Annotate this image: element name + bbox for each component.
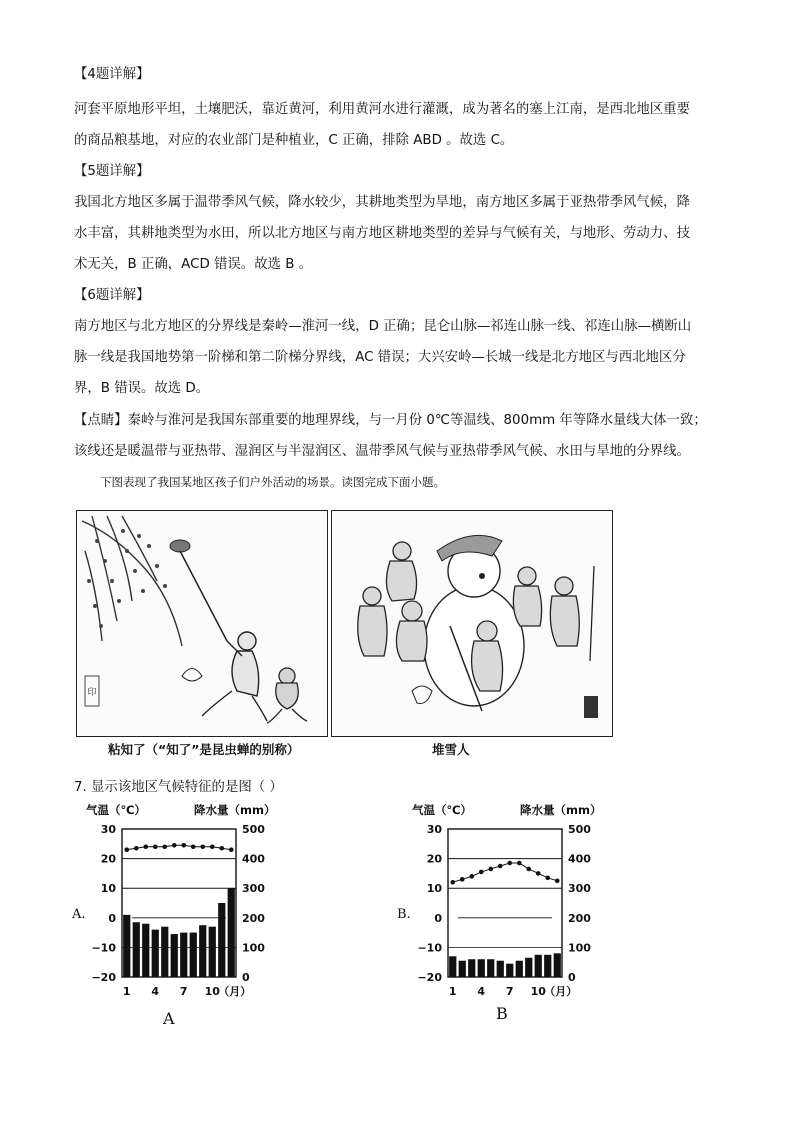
chart-b-precip-bar xyxy=(468,959,475,977)
chart-a-temp-point xyxy=(172,843,177,848)
chart-a-precip-tick-label: 400 xyxy=(242,852,265,866)
section5-line1: 我国北方地区多属于温带季风气候，降水较少，其耕地类型为旱地，南方地区多属于亚热带季风气候，降 xyxy=(74,195,690,210)
chart-b-temp-tick-label: 20 xyxy=(426,852,442,866)
section4-line2: 的商品粮基地，对应的农业部门是种植业，C 正确，排除 ABD 。故选 C。 xyxy=(74,133,514,148)
chart-b-temp-axis-title: 气温（℃） xyxy=(412,803,472,817)
chart-a-precip-bar xyxy=(152,930,159,977)
section6-line1: 南方地区与北方地区的分界线是秦岭—淮河一线，D 正确；昆仑山脉—祁连山脉一线、祁连山脉—横断山 xyxy=(74,319,692,334)
chart-a-month-tick-label: 10 xyxy=(204,985,220,998)
chart-a-precip-bar xyxy=(142,924,149,977)
chart-b-temp-point xyxy=(526,867,531,872)
climate-chart-b xyxy=(410,800,610,1005)
chart-a-temp-point xyxy=(153,844,158,849)
chart-a-temp-tick-label: 0 xyxy=(108,911,116,925)
tip-line2: 该线还是暖温带与亚热带、湿润区与半湿润区、温带季风气候与亚热带季风气候、水田与旱地的分界线。 xyxy=(74,444,690,459)
chart-a-temp-point xyxy=(219,846,224,851)
question-7: 7. 显示该地区气候特征的是图（ ） xyxy=(74,780,283,795)
option-b-label[interactable]: B. xyxy=(397,907,411,922)
chart-b-precip-bar xyxy=(506,964,513,977)
chart-a-precip-tick-label: 500 xyxy=(242,823,265,836)
chart-a-temp-point xyxy=(191,844,196,849)
chart-b-month-tick-label: 10 xyxy=(530,985,546,998)
intro-text: 下图表现了我国某地区孩子们户外活动的场景。读图完成下面小题。 xyxy=(100,475,445,489)
chart-b-precip-bar xyxy=(525,958,532,977)
chart-a-temp-point xyxy=(124,847,129,852)
chart-a-month-tick-label: 1 xyxy=(122,985,131,998)
chart-a-precip-axis-title: 降水量（mm） xyxy=(194,803,276,817)
tip-line1 xyxy=(74,413,724,429)
chart-b-temp-tick-label: 30 xyxy=(426,823,442,836)
chart-b-precip-bar xyxy=(487,959,494,977)
section4-line1: 河套平原地形平坦，土壤肥沃，靠近黄河，利用黄河水进行灌溉，成为著名的塞上江南，是西北地区重要 xyxy=(74,102,690,117)
caption-snowman: 堆雪人 xyxy=(432,742,470,757)
chart-b-temp-point xyxy=(555,879,560,884)
tip-label: 【点睛】 xyxy=(74,413,128,428)
chart-a-precip-tick-label: 100 xyxy=(242,941,265,955)
svg-text:印: 印 xyxy=(87,688,97,698)
section6-header: 【6题详解】 xyxy=(74,288,150,303)
tip-text1: 秦岭与淮河是我国东部重要的地理界线，与一月份 0℃等温线、800mm 年等降水量线大体一致； xyxy=(127,413,707,428)
chart-b-precip-tick-label: 300 xyxy=(568,882,591,896)
section6-line2: 脉一线是我国地势第一阶梯和第二阶梯分界线，AC 错误；大兴安岭—长城一线是北方地区与西北地区分 xyxy=(74,350,686,365)
chart-a-precip-bar xyxy=(199,925,206,977)
image-catching-cicadas xyxy=(76,510,328,737)
chart-a-precip-tick-label: 200 xyxy=(242,911,265,925)
option-a-label[interactable]: A. xyxy=(72,907,86,922)
chart-a-month-tick-label: 7 xyxy=(179,985,188,998)
section5-line3: 术无关，B 正确，ACD 错误。故选 B 。 xyxy=(74,257,313,272)
chart-a-temp-point xyxy=(200,844,205,849)
chart-a-precip-bar xyxy=(133,922,140,977)
chart-a-month-tick-label: 4 xyxy=(151,985,160,998)
chart-a-month-unit: （月） xyxy=(218,985,252,998)
chart-a-temp-axis-title: 气温（℃） xyxy=(86,803,146,817)
chart-b-temp-tick-label: −10 xyxy=(417,941,442,955)
chart-b-temp-point xyxy=(479,870,484,875)
chart-a-temp-tick-label: 10 xyxy=(100,882,116,896)
chart-b-precip-bar xyxy=(478,959,485,977)
chart-b-temp-tick-label: 10 xyxy=(426,882,442,896)
chart-a-precip-bar xyxy=(123,915,130,977)
chart-a-temp-tick-label: 20 xyxy=(100,852,116,866)
chart-b-temp-point xyxy=(536,871,541,876)
chart-a-precip-bar xyxy=(180,933,187,977)
image-snowman xyxy=(331,510,613,737)
cicada-scene-illustration xyxy=(77,511,327,736)
option-b-sublabel: B xyxy=(496,1004,508,1023)
chart-b-temp-tick-label: 0 xyxy=(434,911,442,925)
chart-b-precip-bar xyxy=(497,961,504,977)
section5-line2: 水丰富，其耕地类型为水田，所以北方地区与南方地区耕地类型的差异与气候有关，与地形、劳动力、技 xyxy=(74,226,690,241)
chart-a-temp-point xyxy=(162,844,167,849)
chart-b-precip-bar xyxy=(544,955,551,977)
chart-a-precip-bar xyxy=(228,888,235,977)
chart-a-precip-bar xyxy=(209,927,216,977)
chart-a-precip-bar xyxy=(161,927,168,977)
chart-b-temp-point xyxy=(498,864,503,869)
chart-b-month-unit: （月） xyxy=(544,985,578,998)
chart-a-temp-point xyxy=(181,843,186,848)
chart-b-temp-point xyxy=(488,867,493,872)
chart-b-precip-tick-label: 400 xyxy=(568,852,591,866)
chart-b-precip-bar xyxy=(459,961,466,977)
section6-line3: 界，B 错误。故选 D。 xyxy=(74,381,210,396)
chart-a-precip-bar xyxy=(218,903,225,977)
chart-b-precip-tick-label: 100 xyxy=(568,941,591,955)
chart-b-month-tick-label: 4 xyxy=(477,985,486,998)
chart-b-temp-point xyxy=(507,861,512,866)
chart-a-precip-tick-label: 0 xyxy=(242,971,250,984)
chart-b-plot-frame xyxy=(448,829,562,977)
chart-b-temp-point xyxy=(450,880,455,885)
chart-a-temp-point xyxy=(143,844,148,849)
chart-b-precip-tick-label: 200 xyxy=(568,911,591,925)
chart-b-temp-tick-label: −20 xyxy=(417,971,442,984)
chart-a-temp-tick-label: −20 xyxy=(91,971,116,984)
caption-catching-cicadas: 粘知了（“知了”是昆虫蝉的别称） xyxy=(108,742,300,757)
chart-b-temp-point xyxy=(469,874,474,879)
chart-a-precip-tick-label: 300 xyxy=(242,882,265,896)
chart-b-month-tick-label: 7 xyxy=(505,985,514,998)
chart-b-precip-axis-title: 降水量（mm） xyxy=(520,803,602,817)
chart-a-temp-point xyxy=(210,844,215,849)
section5-header: 【5题详解】 xyxy=(74,164,150,179)
section4-header: 【4题详解】 xyxy=(74,67,150,82)
chart-a-temp-tick-label: 30 xyxy=(100,823,116,836)
option-a-sublabel: A xyxy=(163,1009,175,1028)
climate-chart-a xyxy=(84,800,284,1005)
chart-a-temp-line xyxy=(127,845,232,849)
chart-b-temp-line xyxy=(453,863,558,882)
chart-b-precip-tick-label: 0 xyxy=(568,971,576,984)
chart-b-precip-bar xyxy=(554,953,561,977)
chart-a-temp-tick-label: −10 xyxy=(91,941,116,955)
chart-a-precip-bar xyxy=(171,934,178,977)
snowman-scene-illustration xyxy=(332,511,612,736)
chart-b-temp-point xyxy=(460,877,465,882)
chart-a-precip-bar xyxy=(190,933,197,977)
chart-b-precip-bar xyxy=(516,961,523,977)
chart-b-precip-bar xyxy=(535,955,542,977)
chart-a-temp-point xyxy=(229,847,234,852)
chart-b-precip-bar xyxy=(449,956,456,977)
chart-b-month-tick-label: 1 xyxy=(448,985,457,998)
chart-b-temp-point xyxy=(517,861,522,866)
chart-b-precip-tick-label: 500 xyxy=(568,823,591,836)
chart-b-temp-point xyxy=(545,876,550,881)
chart-a-temp-point xyxy=(134,846,139,851)
